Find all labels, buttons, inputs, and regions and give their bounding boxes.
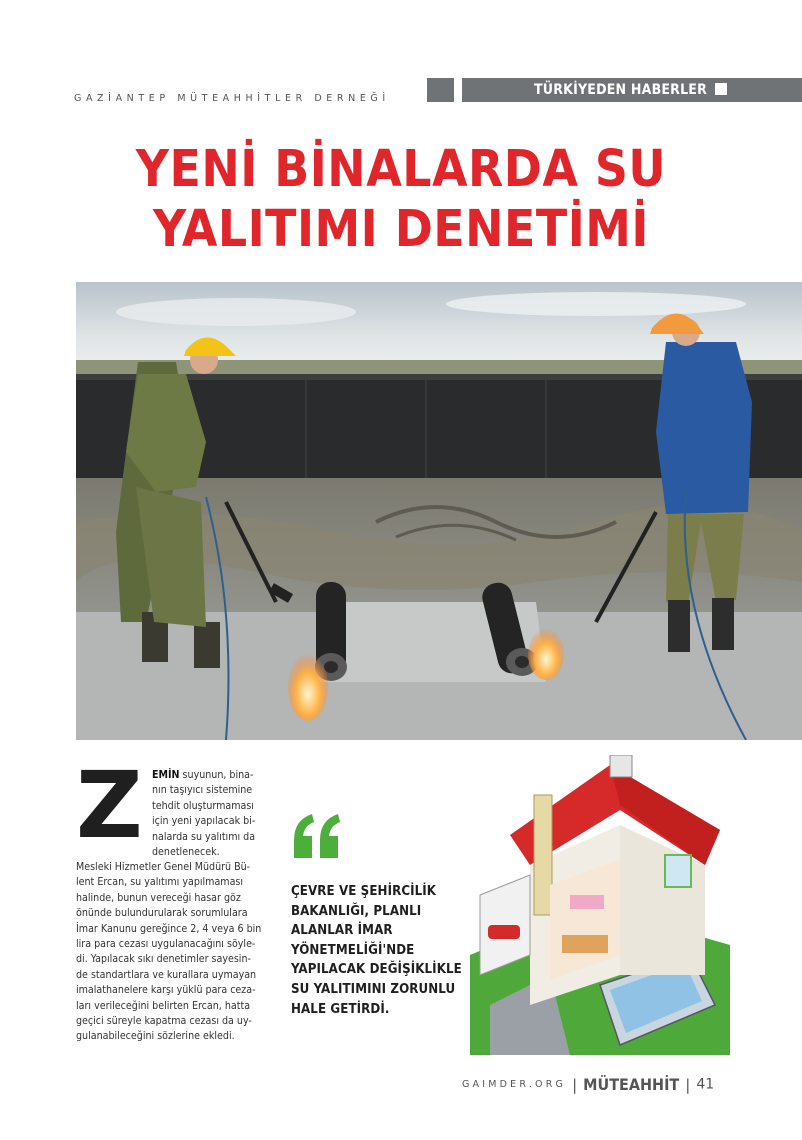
footer-divider: |	[572, 1075, 578, 1094]
article-lead: EMİN suyunun, bina- nın taşıyıcı sistemine tehdit oluşturmaması için yeni yapılacak bi- nalarda su yalıtımı da denetlenecek.	[152, 769, 256, 859]
section-title: TÜRKİYEDEN HABERLER	[534, 82, 708, 98]
page-number: 41	[696, 1076, 715, 1093]
header-accent-block	[427, 78, 454, 102]
page-footer	[462, 1074, 714, 1094]
pull-quote: ÇEVRE VE ŞEHİRCİLİK BAKANLIĞI, PLANLI ALANLAR İMAR YÖNETMELİĞİ'NDE YAPILACAK DEĞİŞİKLİKLE SU YALITIMINI ZORUNLU HALE GETİRDİ.	[291, 884, 462, 1017]
article-body: Mesleki Hizmetler Genel Müdürü Bü- lent Ercan, su yalıtımı yapılmaması halinde, bunun vereceği hasar göz önünde bulundurularak sorumlulara İmar Kanunu gereğince 2, 4 veya 6 bin lira para cezası uygulanacağını söyle- di. Yapılacak sıkı denetimler sayesin- de standartlara ve kurallara uymayan imalathanelere karşı yüklü para ceza- ları verileceğini belirten Ercan, hatta geçici süreyle kapatma cezası da uy- gulanabileceğini sözlerine ekledi.	[76, 861, 262, 1043]
section-header-bar	[462, 78, 802, 102]
title-line-2: YALITIMI DENETİMİ	[153, 200, 649, 259]
title-line-1: YENİ BİNALARDA SU	[135, 140, 667, 199]
footer-divider: |	[685, 1075, 691, 1094]
website: GAIMDER.ORG	[462, 1079, 567, 1090]
article-title	[0, 140, 802, 260]
magazine-name: MÜTEAHHİT	[583, 1075, 680, 1094]
quote-icon	[290, 810, 342, 862]
square-icon	[715, 83, 727, 95]
house-insulation-illustration	[470, 755, 730, 1065]
roofing-workers-photo	[76, 282, 802, 740]
association-name: GAZİANTEP MÜTEAHHİTLER DERNEĞİ	[74, 93, 390, 104]
drop-cap: Z	[76, 752, 143, 859]
lead-bold-word: EMİN	[152, 769, 180, 781]
